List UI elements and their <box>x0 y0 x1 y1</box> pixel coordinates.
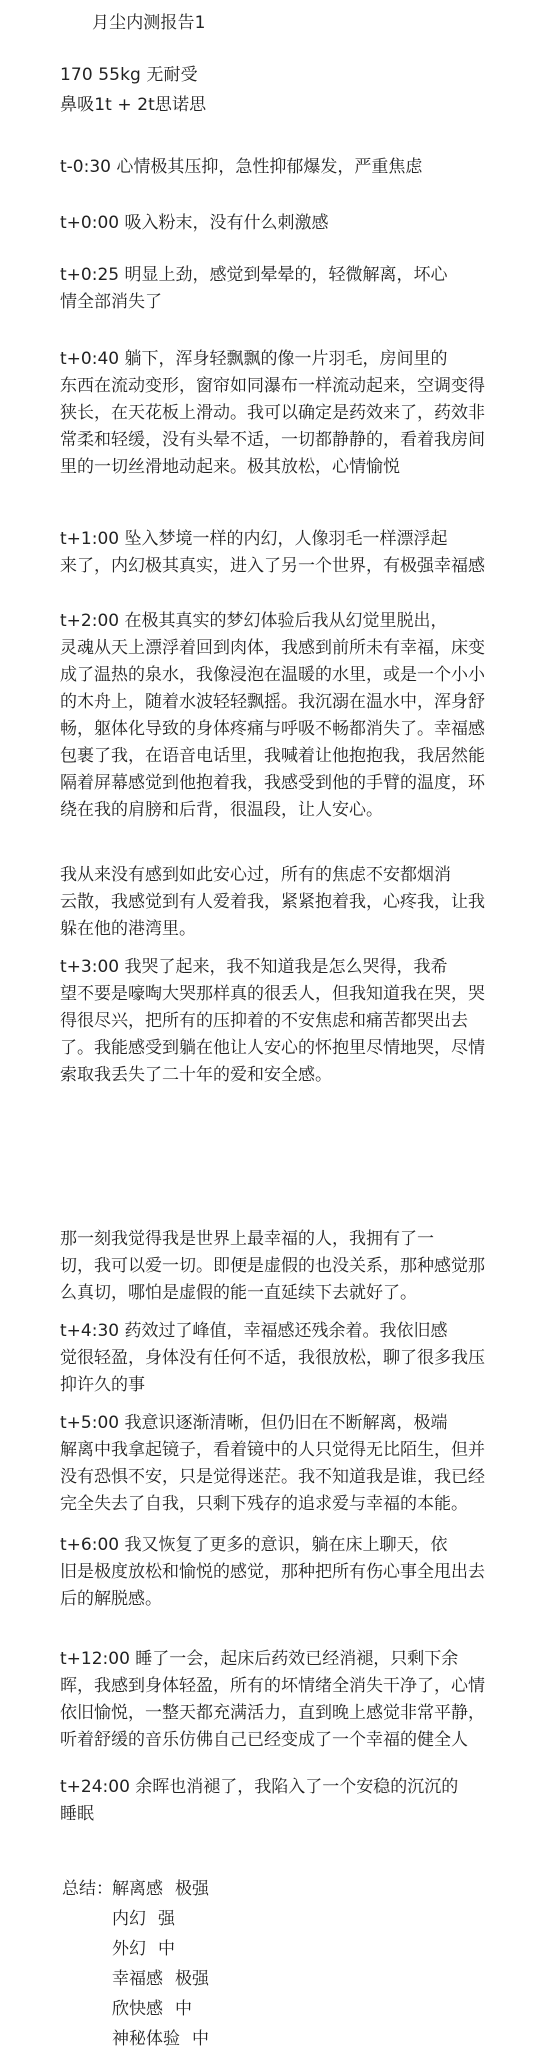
log-entry-line: 解离中我拿起镜子，看着镜中的人只觉得无比陌生，但并 <box>60 1440 485 1460</box>
profile-line-2: 鼻吸1t + 2t思诺思 <box>60 95 207 115</box>
summary-item-name: 解离感 <box>112 1879 163 1899</box>
summary-item-value: 强 <box>158 1909 175 1929</box>
log-entry-line: 觉很轻盈，身体没有任何不适，我很放松，聊了很多我压 <box>60 1348 485 1368</box>
log-entry-line: t+0:00 吸入粉末，没有什么刺激感 <box>60 213 329 233</box>
log-entry-line: 情全部消失了 <box>60 292 162 312</box>
log-entry-line: 索取我丢失了二十年的爱和安全感。 <box>60 1065 332 1085</box>
log-entry-line: 望不要是嚎啕大哭那样真的很丢人，但我知道我在哭，哭 <box>60 984 485 1004</box>
log-entry-line: t+24:00 余晖也消褪了，我陷入了一个安稳的沉沉的 <box>60 1777 459 1797</box>
log-entry-line: 灵魂从天上漂浮着回到肉体，我感到前所未有幸福，床变 <box>60 638 485 658</box>
log-entry-line: t-0:30 心情极其压抑，急性抑郁爆发，严重焦虑 <box>60 157 423 177</box>
summary-item-value: 中 <box>192 2029 209 2049</box>
log-entry <box>60 210 515 237</box>
log-entry-line: 隔着屏幕感觉到他抱着我，我感受到他的手臂的温度，环 <box>60 773 485 793</box>
log-entry <box>60 346 515 481</box>
log-entry-line: t+5:00 我意识逐渐清晰，但仍旧在不断解离，极端 <box>60 1413 448 1433</box>
log-entry-line: t+2:00 在极其真实的梦幻体验后我从幻觉里脱出， <box>60 611 448 631</box>
report-title: 月尘内测报告1 <box>92 13 206 33</box>
log-entry-line: 得很尽兴，把所有的压抑着的不安焦虑和痛苦都哭出去 <box>60 1011 468 1031</box>
log-entry-line: 旧是极度放松和愉悦的感觉，那种把所有伤心事全甩出去 <box>60 1562 485 1582</box>
summary-item-name: 内幻 <box>112 1909 146 1929</box>
log-entry-line: 成了温热的泉水，我像浸泡在温暖的水里，或是一个小小 <box>60 665 485 685</box>
log-entry-line: 绕在我的肩膀和后背，很温段，让人安心。 <box>60 800 383 820</box>
log-entry <box>60 1410 515 1518</box>
summary-item-name: 神秘体验 <box>112 2029 180 2049</box>
log-entry-line: 么真切，哪怕是虚假的能一直延续下去就好了。 <box>60 1283 417 1303</box>
summary-item-value: 极强 <box>175 1879 209 1899</box>
log-entry-line: t+6:00 我又恢复了更多的意识，躺在床上聊天，依 <box>60 1535 448 1555</box>
log-entry <box>60 526 515 580</box>
log-entry-line: 听着舒缓的音乐仿佛自己已经变成了一个幸福的健全人 <box>60 1730 468 1750</box>
log-entry-line: 包裹了我，在语音电话里，我喊着让他抱抱我，我居然能 <box>60 746 485 766</box>
log-entry-line: 后的解脱感。 <box>60 1589 162 1609</box>
log-entry <box>60 1774 515 1828</box>
log-entry-line: 依旧愉悦，一整天都充满活力，直到晚上感觉非常平静， <box>60 1703 485 1723</box>
log-entry-line: t+0:40 躺下，浑身轻飘飘的像一片羽毛，房间里的 <box>60 349 448 369</box>
log-entry <box>60 1646 515 1754</box>
log-entry-line: 我从来没有感到如此安心过，所有的焦虑不安都烟消 <box>60 865 451 885</box>
profile-line-1: 170 55kg 无耐受 <box>60 65 198 85</box>
summary-item-name: 欣快感 <box>112 1999 163 2019</box>
log-entry-line: 躲在他的港湾里。 <box>60 919 196 939</box>
log-entry-line: 抑许久的事 <box>60 1375 145 1395</box>
log-entry-line: 来了，内幻极其真实，进入了另一个世界，有极强幸福感 <box>60 556 485 576</box>
summary-item-name: 外幻 <box>112 1939 146 1959</box>
summary-label: 总结： <box>62 1879 113 1899</box>
log-entry <box>60 954 515 1089</box>
log-entry-line: 狭长，在天花板上滑动。我可以确定是药效来了，药效非 <box>60 403 485 423</box>
log-entry-line: 切，我可以爱一切。即便是虚假的也没关系，那种感觉那 <box>60 1256 485 1276</box>
log-entry-line: 没有恐惧不安，只是觉得迷茫。我不知道我是谁，我已经 <box>60 1467 485 1487</box>
log-entry <box>60 1318 515 1399</box>
summary-item-name: 幸福感 <box>112 1969 163 1989</box>
log-entry-line: 里的一切丝滑地动起来。极其放松，心情愉悦 <box>60 457 400 477</box>
log-entry <box>60 154 515 181</box>
log-entry-line: t+12:00 睡了一会，起床后药效已经消褪，只剩下余 <box>60 1649 459 1669</box>
summary-item-value: 中 <box>158 1939 175 1959</box>
log-entry-line: 完全失去了自我，只剩下残存的追求爱与幸福的本能。 <box>60 1494 468 1514</box>
log-entry-line: 东西在流动变形，窗帘如同瀑布一样流动起来，空调变得 <box>60 376 485 396</box>
log-entry <box>60 608 515 824</box>
summary-item-value: 中 <box>175 1999 192 2019</box>
log-entry-line: 睡眠 <box>60 1804 94 1824</box>
log-entry-line: t+4:30 药效过了峰值，幸福感还残余着。我依旧感 <box>60 1321 448 1341</box>
log-entry-line: 了。我能感受到躺在他让人安心的怀抱里尽情地哭，尽情 <box>60 1038 485 1058</box>
log-entry-line: t+1:00 坠入梦境一样的内幻，人像羽毛一样漂浮起 <box>60 529 448 549</box>
log-entry <box>60 1532 515 1613</box>
log-entry <box>60 862 515 943</box>
log-entry-line: t+0:25 明显上劲，感觉到晕晕的，轻微解离，坏心 <box>60 265 448 285</box>
log-entry-line: 畅，躯体化导致的身体疼痛与呼吸不畅都消失了。幸福感 <box>60 719 485 739</box>
log-entry-line: 的木舟上，随着水波轻轻飘摇。我沉溺在温水中，浑身舒 <box>60 692 485 712</box>
log-entry <box>60 1226 515 1307</box>
summary-item-value: 极强 <box>175 1969 209 1989</box>
log-entry-line: 云散，我感觉到有人爱着我，紧紧抱着我，心疼我，让我 <box>60 892 485 912</box>
log-entry <box>60 262 515 316</box>
log-entry-line: 晖，我感到身体轻盈，所有的坏情绪全消失干净了，心情 <box>60 1676 485 1696</box>
log-entry-line: 那一刻我觉得我是世界上最幸福的人，我拥有了一 <box>60 1229 434 1249</box>
log-entry-line: 常柔和轻缓，没有头晕不适，一切都静静的，看着我房间 <box>60 430 485 450</box>
log-entry-line: t+3:00 我哭了起来，我不知道我是怎么哭得，我希 <box>60 957 448 977</box>
